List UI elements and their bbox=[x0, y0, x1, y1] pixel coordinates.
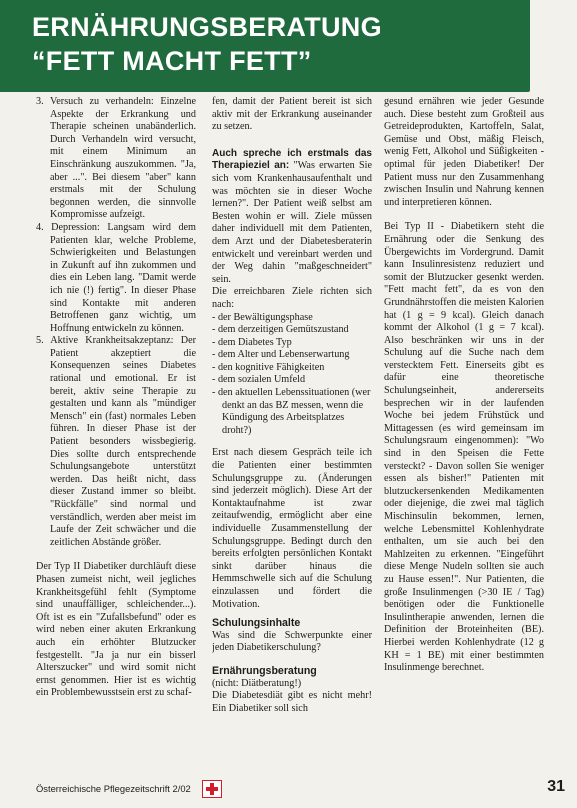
goal-list bbox=[212, 312, 372, 438]
paragraph-ernaehrung: gesund ernähren wie jeder Gesunde auch. Diese besteht zum Großteil aus Getreideprodukten, Kartoffeln, Salat, Gemüse und Obst, mäßig Fleisch, wenig Fett, Alkohol und Süßigkeiten - optimal für jeden Diabetiker! Der Patient muss nur den Zusammenhang zwischen Insulin und Nahrung kennen und interpretieren können. bbox=[384, 96, 544, 208]
column-3 bbox=[384, 96, 544, 776]
page-footer bbox=[36, 778, 577, 800]
list-item: - der Bewältigungsphase bbox=[212, 311, 313, 323]
red-cross-logo-icon bbox=[202, 780, 222, 798]
title-line-1: ERNÄHRUNGSBERATUNG bbox=[32, 12, 382, 42]
journal-name: Österreichische Pflegezeitschrift 2/02 bbox=[36, 783, 191, 794]
list-item: - dem derzeitigen Gemütszustand bbox=[212, 324, 349, 336]
column-1 bbox=[36, 96, 196, 776]
list-intro: Die erreichbaren Ziele richten sich nach: bbox=[212, 286, 372, 310]
note-diaetberatung: (nicht: Diätberatung!) bbox=[212, 677, 302, 689]
list-item: - dem Alter und Lebenserwartung bbox=[212, 349, 350, 361]
list-item: - dem Diabetes Typ bbox=[212, 336, 292, 348]
paragraph-typ2: Der Typ II Diabetiker durchläuft diese Phasen zumeist nicht, weil jegliches Krankheitsgefühl fehlt (Symptome sind unauffälliger, schleichender...). Oft ist es ein "Zufallsbefund" oder es wird neben einer akuten Erkrankung auch ein erhöhter Blutzucker festgestellt. "Ja ja nur ein bisserl Alterszucker" und wird somit nicht ernst genommen. Hier ist es wichtig ein Problembewusstsein erst zu schaf- bbox=[36, 561, 196, 699]
list-item: - den aktuellen Lebenssituationen (wer denkt an das BZ messen, wenn die Kündigung des Arbeitsplatzes droht?) bbox=[212, 387, 371, 436]
paragraph-schulungsgruppe: Erst nach diesem Gespräch teile ich die Patienten einer bestimmten Schulungsgruppe zu. (Änderungen sind jederzeit möglich). Diese Art der Kontaktaufnahme ist zwar zeitaufwendig, ermöglicht aber eine individuelle Zusammenstellung der Schulungsgruppe. Bedingt durch den bereits erfolgten persönlichen Kontakt sinkt darüber hinaus die Hemmschwelle sich auf die Schulung einzulassen und fördert die Motivation. bbox=[212, 447, 372, 610]
list-item-versuch: 3. Versuch zu verhandeln: Einzelne Aspekte der Erkrankung und Therapie scheinen unabänderlich. Durch Verhandeln wird versucht, mit einem Minimum an Einschränkung auszukommen. "Ja, aber ...". Bei diesem "aber" kann erstmals mit der Schulung begonnen werden, die sinnvolle Kompromisse aufzeigt. bbox=[36, 96, 196, 221]
list-item-depression: 4. Depression: Langsam wird dem Patienten klar, welche Probleme, Schwierigkeiten und Belastungen in Zukunft auf ihn zukommen und dies ein Leben lang. "Damit werde ich nie (!) fertig". In dieser Phase sind Kontakte mit anderen Betroffenen ganz wichtig, um Hoffnung entwickeln zu können. bbox=[36, 221, 196, 334]
paragraph-therapieziel bbox=[212, 148, 372, 287]
list-item: - dem sozialen Umfeld bbox=[212, 374, 306, 386]
lead-bold-text: Auch spreche ich erstmals das Therapieziel an: bbox=[212, 147, 372, 172]
title-banner bbox=[0, 0, 530, 92]
title-line-2: “FETT MACHT FETT” bbox=[32, 46, 312, 76]
section-heading-ernaehrung: Ernährungsberatung bbox=[212, 664, 317, 677]
paragraph-intro: fen, damit der Patient bereit ist sich aktiv mit der Erkrankung auseinander zu setzen. bbox=[212, 96, 372, 133]
page-number: 31 bbox=[547, 778, 565, 795]
paragraph-diabetesdiaet: Die Diabetesdiät gibt es nicht mehr! Ein Diabetiker soll sich bbox=[212, 690, 372, 714]
therapieziel-text: "Was erwarten Sie sich vom Krankenhausaufenthalt und was möchten sie in dieser Woche lernen?". Der Patient weiß selbst am Besten wohin er will. Ziele müssen daher individuell mit dem Patienten, dem Arzt und der Diabetesberaterin entwickelt und vereinbart werden und der Weg dahin "maßgeschneidert" sein. bbox=[212, 160, 372, 285]
paragraph-schwerpunkte: Was sind die Schwerpunkte einer jeden Diabetikerschulung? bbox=[212, 629, 372, 654]
section-heading-schulungsinhalte: Schulungsinhalte bbox=[212, 617, 301, 630]
column-2 bbox=[212, 96, 372, 776]
list-item: - den kognitive Fähigkeiten bbox=[212, 361, 325, 373]
list-item-akzeptanz: 5. Aktive Krankheitsakzeptanz: Der Patient akzeptiert die Konsequenzen seines Diabetes rational und emotional. Er ist bereit, aktiv seine Therapie zu gestalten und kann als "mündiger Mensch" ein (fast) normales Leben führen. In dieser Phase ist der Patient besonders wissbegierig. Dies sollte durch entsprechende Schulungsangebote unterstützt werden. Das heißt nicht, dass dieser Zustand immer so bleibt. "Rückfälle" sind normal und verständlich, werden aber meist im Laufe der Zeit schwächer und die zeitlichen Abstände größer. bbox=[36, 335, 196, 548]
paragraph-typ2-ernaehrung: Bei Typ II - Diabetikern steht die Ernährung oder die Senkung des Übergewichts im Vordergrund. Damit kann Insulinresistenz reduziert und somit der Blutzucker gesenkt werden. "Fett macht fett", da es von den Grundnährstoffen die meisten Kalorien hat (1 g = 9 kcal). Gleich danach kommt der Alkohol (1 g = 7 kcal). Also beschränken wir uns in der Schulung auf die Suche nach dem verstecktem Fett. Einerseits gibt es dafür eine theoretische Schulungseinheit, andererseits besprechen wir in der laufenden Woche bei jedem Frühstück und Mittagessen (es wird gemeinsam im Schulungsraum eingenommen): "Wo sind in den Speisen die Fette versteckt? - Davon sollen Sie weniger essen als bisher!" Patienten mit blutzuckersenkenden Medikamenten oder diejenige, die zwei mal täglich Mischinsulin bekommen, lernen, welche Lebensmittel Kohlenhydrate enthalten, um sie auch bei den Mahlzeiten zu erkennen. "Eingeführt diese Menge Nudeln sollten sie auch zu Hause essen!". Nur Patienten, die große Insulinmengen (>30 IE / Tag) benötigen oder die Funktionelle Insulintherapie anwenden, lernen die Definition der Broteinheiten (BE). Hierbei werden Kohlenhydrate (12 g KH = 1 BE) mit einer bestimmten Insulinmenge berechnet. bbox=[384, 221, 544, 674]
